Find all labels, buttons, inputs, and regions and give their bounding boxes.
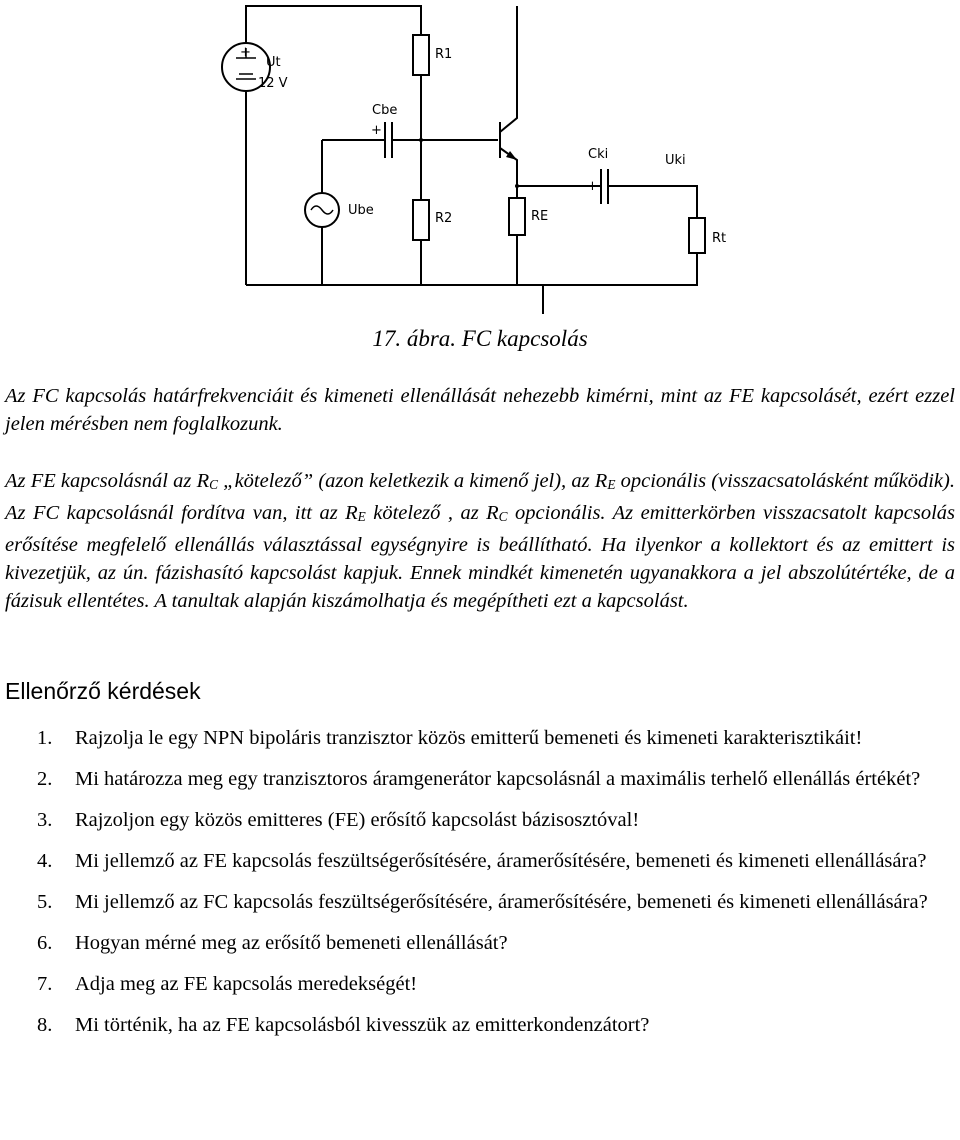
question-item: 3. Rajzoljon egy közös emitteres (FE) erősítő kapcsolást bázisosztóval! — [37, 809, 640, 831]
cbe-label: Cbe — [372, 103, 398, 118]
question-list — [5, 724, 955, 1052]
r2-label: R2 — [435, 211, 453, 226]
wire-supply-rail — [246, 6, 421, 43]
ut-label: Ut — [266, 55, 281, 70]
question-item: 2. Mi határozza meg egy tranzisztoros áramgenerátor kapcsolásnál a maximális terhelő ellenállás értékét? — [37, 768, 921, 790]
rt-label: Rt — [712, 231, 727, 246]
transistor-collector — [500, 6, 517, 132]
section-heading: Ellenőrző kérdések — [5, 678, 201, 704]
cki-label: Cki — [588, 147, 609, 162]
re-resistor — [509, 198, 525, 235]
ut-voltage-label: 12 V — [258, 76, 288, 91]
rt-resistor — [689, 218, 705, 253]
cbe-plus: + — [371, 123, 382, 138]
wire-ground-rail — [246, 253, 697, 285]
question-item: 8. Mi történik, ha az FE kapcsolásból kivesszük az emitterkondenzátort? — [37, 1014, 650, 1036]
r2-resistor — [413, 200, 429, 240]
question-item: 5. Mi jellemző az FC kapcsolás feszültségerősítésére, áramerősítésére, bemeneti és kimeneti ellenállására? — [37, 891, 928, 913]
re-label: RE — [531, 209, 549, 224]
paragraph-fe-fc-comparison: Az FE kapcsolásnál az $R_C$ „kötelező” (azon keletkezik a kimenő jel), az $R_E$ opcionális (visszacsatolásként működik). Az FC kapcsolásnál fordítva van, itt az $R_E$ kötelező , az $R_C$ opcionális. Az emitterkörben visszacsatolt kapcsolás erősítése megfelelő ellenállás választással egységnyire is beállítható. Ha ilyenkor a kollektort és az emittert is kivezetjük, az ún. fázishasító kapcsolást kapjuk. Ennek mindkét kimenetén ugyanakkora a jel abszolútértéke, de a fázisuk ellentétes. A tanultak alapján kiszámolhatja és megépítheti ezt a kapcsolást. — [5, 470, 955, 612]
cki-plus: + — [587, 179, 598, 194]
question-item: 4. Mi jellemző az FE kapcsolás feszültségerősítésére, áramerősítésére, bemeneti és kimeneti ellenállására? — [37, 850, 927, 872]
r1-resistor — [413, 35, 429, 75]
paragraph-fc-intro: Az FC kapcsolás határfrekvenciáit és kimeneti ellenállását nehezebb kimérni, mint az FE kapcsolásét, ezért ezzel jelen mérésben nem foglalkozunk. — [5, 385, 955, 435]
question-item: 6. Hogyan mérné meg az erősítő bemeneti ellenállását? — [37, 932, 508, 954]
wire-output — [608, 186, 697, 218]
circuit-diagram — [0, 0, 960, 320]
question-item: 1. Rajzolja le egy NPN bipoláris tranzisztor közös emitterű bemeneti és kimeneti karakterisztikáit! — [37, 727, 863, 749]
uki-label: Uki — [665, 153, 686, 168]
ube-label: Ube — [348, 203, 374, 218]
figure-caption: 17. ábra. FC kapcsolás — [372, 326, 588, 351]
question-item: 7. Adja meg az FE kapcsolás meredekségét! — [37, 973, 418, 995]
battery-plus: + — [240, 45, 251, 60]
r1-label: R1 — [435, 47, 453, 62]
